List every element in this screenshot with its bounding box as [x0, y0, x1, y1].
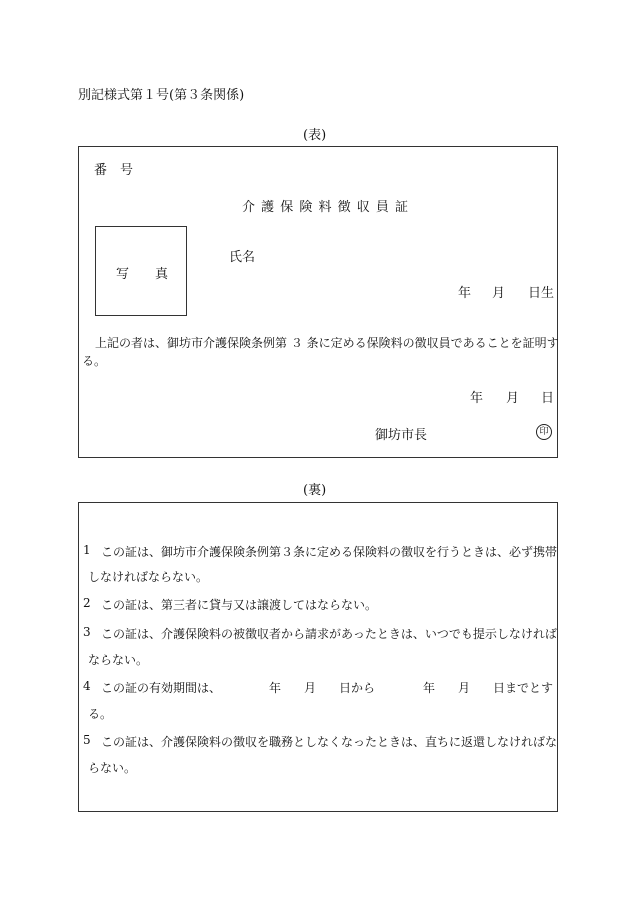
- birth-day: 日生: [528, 286, 555, 301]
- item-5-line-2: らない。: [88, 761, 137, 775]
- certification-line-1: 上記の者は、御坊市介護保険条例第 ３ 条に定める保険料の徴収員であることを証明す: [95, 336, 559, 350]
- name-label: 氏名: [229, 250, 256, 265]
- photo-label: 写 真: [116, 267, 169, 282]
- issue-date-month: 月: [506, 391, 520, 406]
- card-title: 介 護 保 険 料 徴 収 員 証: [242, 200, 410, 215]
- item-2-line-1: この証は、第三者に貸与又は譲渡してはならない。: [101, 598, 378, 612]
- item-3-line-1: この証は、介護保険料の被徴収者から請求があったときは、いつでも提示しなければ: [101, 627, 557, 641]
- item-1-number: 1: [83, 543, 91, 557]
- item-4-line-2: る。: [88, 707, 113, 721]
- form-label: 別記様式第１号(第３条関係): [78, 88, 245, 103]
- item-4-number: 4: [83, 679, 91, 693]
- mayor-label: 御坊市長: [375, 428, 428, 443]
- item-2-number: 2: [83, 596, 91, 610]
- seal-icon: 印: [536, 424, 552, 440]
- item-3-number: 3: [83, 625, 91, 639]
- item-5-line-1: この証は、介護保険料の徴収を職務としなくなったときは、直ちに返還しなければな: [101, 735, 558, 749]
- front-side-label: (表): [303, 128, 327, 143]
- item-4-month-from: 月: [304, 681, 317, 695]
- issue-date-day: 日: [541, 391, 555, 406]
- item-4-day-from: 日から: [339, 681, 376, 695]
- item-4-year-to: 年: [423, 681, 436, 695]
- item-4-prefix: この証の有効期間は、: [101, 681, 222, 695]
- birth-month: 月: [492, 286, 506, 301]
- item-1-line-2: しなければならない。: [88, 570, 209, 584]
- certification-line-2: る。: [82, 354, 107, 368]
- back-side-label: (裏): [303, 483, 327, 498]
- item-4-month-to: 月: [458, 681, 471, 695]
- item-4-year-from: 年: [269, 681, 282, 695]
- issue-date-year: 年: [470, 391, 484, 406]
- item-5-number: 5: [83, 733, 91, 747]
- item-1-line-1: この証は、御坊市介護保険条例第３条に定める保険料の徴収を行うときは、必ず携帯: [101, 545, 558, 559]
- item-3-line-2: ならない。: [88, 653, 149, 667]
- item-4-day-to: 日までとす: [493, 681, 554, 695]
- number-label: 番 号: [94, 163, 134, 178]
- birth-year: 年: [458, 286, 472, 301]
